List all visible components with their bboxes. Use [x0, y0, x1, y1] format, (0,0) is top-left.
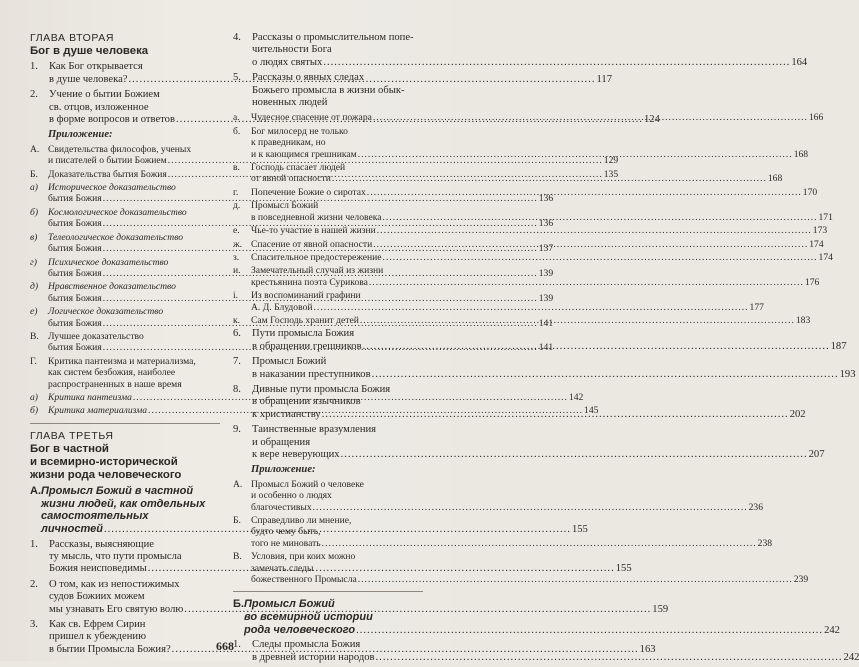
page-ref: 164 [791, 56, 808, 68]
entry-text: Психическое доказательство [48, 256, 169, 268]
page-ref: 170 [802, 186, 818, 198]
entry-text: Учение о бытии Божием [49, 89, 160, 101]
entry-text: Историческое доказательство [48, 182, 176, 194]
page-ref: 137 [538, 243, 554, 255]
page-ref: 155 [571, 523, 588, 535]
entry-number: б) [30, 206, 39, 218]
entry-number: б) [30, 405, 39, 417]
entry-text: божественного Промысла [251, 574, 357, 586]
entry-text: Промысл Божий [252, 356, 327, 368]
toc-subentry[interactable] [233, 478, 764, 513]
entry-number: з. [233, 251, 240, 263]
page-ref: 238 [757, 537, 773, 549]
toc-subentry[interactable] [30, 356, 220, 390]
entry-number: а. [233, 112, 240, 124]
entry-text: к вере неверующих [252, 449, 340, 460]
page-ref: 145 [584, 405, 599, 417]
page-ref: 141 [538, 317, 554, 329]
entry-text: в бытии Промысла Божия? [49, 643, 171, 655]
entry-number: Б. [30, 168, 38, 180]
entry-number: е. [233, 225, 240, 237]
chapter-title-line: жизни рода человеческого [30, 469, 182, 482]
page-ref: 136 [538, 218, 554, 230]
entry-text: Космологическое доказательство [48, 206, 187, 218]
toc-subentry[interactable] [233, 186, 818, 198]
entry-number: 3. [30, 619, 38, 630]
entry-number: 2. [30, 578, 38, 590]
chapter-title: Бог в душе человека [30, 45, 149, 58]
entry-number: Б. [233, 515, 241, 527]
toc-entry[interactable] [233, 72, 423, 109]
entry-text: Божия неисповедимы [49, 563, 147, 575]
entry-text: благочестивых [251, 501, 312, 513]
entry-number: 1. [30, 538, 38, 550]
page-ref: 242 [843, 651, 859, 663]
entry-text: в обращении язычников [252, 396, 361, 408]
page-ref: 139 [538, 292, 554, 304]
entry-number: ж. [233, 238, 243, 250]
page-ref: 242 [824, 624, 840, 636]
entry-text: Бог милосерд не только [251, 125, 348, 137]
entry-number: 5. [233, 72, 241, 84]
section-text: личностей [41, 522, 103, 535]
entry-number: в. [233, 162, 240, 174]
page-ref: 177 [749, 301, 764, 313]
entry-text: св. отцов, изложенное [49, 101, 149, 113]
page-number: 668 [216, 639, 234, 653]
entry-text: в обращении грешников [252, 340, 362, 352]
entry-text: Критика материализма [48, 405, 148, 417]
entry-number: и. [233, 265, 241, 277]
entry-number: Г. [30, 355, 37, 367]
section-text: Промысл Божий [243, 598, 335, 611]
section-letter: Б. [233, 598, 244, 611]
entry-number: 9. [233, 424, 241, 436]
entry-number: в) [30, 231, 38, 243]
entry-text: бытия Божия [48, 317, 102, 329]
entry-text: Сам Господь хранит детей [251, 314, 359, 326]
divider [30, 423, 220, 424]
page-ref: 117 [596, 73, 612, 85]
entry-text: Доказательства бытия Божия [48, 168, 167, 180]
page-ref: 239 [793, 574, 809, 586]
appendix-label: Приложение: [48, 129, 113, 141]
entry-text: бытия Божия [48, 342, 102, 354]
entry-number: 7. [233, 356, 241, 368]
entry-text: в наказании преступников [252, 368, 371, 380]
entry-text: о людях святых [252, 56, 323, 68]
entry-text: Нравственное доказательство [48, 281, 176, 293]
entry-text: Господь спасает людей [251, 162, 346, 174]
entry-text: Свидетельства философов, ученых [48, 143, 192, 155]
entry-number: а) [30, 391, 38, 403]
entry-number: г) [30, 256, 37, 268]
section-text: Промысл Божий в частной [41, 485, 194, 498]
page-ref: 202 [789, 408, 806, 420]
page-ref: 171 [818, 211, 833, 223]
page-ref: 183 [795, 314, 811, 326]
entry-text: Рассказы о промыслительном попе- [252, 32, 414, 43]
entry-text: Чудесное спасение от пожара [251, 112, 372, 124]
entry-text: крестьянина поэта Сурикова [251, 276, 368, 288]
page-ref: 159 [652, 603, 669, 615]
entry-text: судов Божиих можем [49, 591, 145, 603]
entry-text: Критика пантеизма и материализма, [48, 355, 196, 367]
entry-text: Условия, при коих можно [251, 551, 356, 563]
entry-text: Телеологическое доказательство [48, 231, 184, 243]
page-ref: 135 [603, 168, 619, 180]
entry-text: бытия Божия [48, 193, 102, 205]
page-ref: 174 [818, 251, 833, 263]
entry-text: распространенных в наше время [48, 378, 182, 390]
page-ref: 155 [615, 563, 632, 575]
page-ref: 236 [748, 501, 764, 513]
entry-text: Божьего промысла в жизни обык- [252, 84, 405, 96]
entry-text: Попечение Божие о сиротах [251, 186, 366, 198]
page-ref: 207 [808, 449, 825, 460]
entry-text: и писателей о бытии Божием [48, 155, 167, 167]
entry-text: Как св. Ефрем Сирин [49, 619, 146, 630]
entry-text: Промысл Божий о человеке [251, 478, 364, 490]
entry-text: бытия Божия [48, 218, 102, 230]
entry-text: Критика пантеизма [48, 391, 132, 403]
entry-text: в древней истории народов [252, 651, 375, 663]
page-ref: 129 [603, 155, 619, 167]
entry-text: Следы промысла Божия [252, 639, 361, 651]
entry-text: того не миновать [251, 537, 321, 549]
toc-subentry[interactable] [233, 251, 833, 263]
section-text: жизни людей, как отдельных [41, 497, 206, 510]
entry-number: 2. [30, 89, 38, 101]
chapter-label: ГЛАВА ВТОРАЯ [30, 32, 115, 44]
entry-number: 6. [233, 328, 241, 340]
chapter-title-line: и всемирно-исторической [30, 456, 178, 469]
entry-text: к христианству [252, 408, 321, 420]
page-ref: 136 [538, 193, 554, 205]
entry-text: Спасительное предостережение [251, 251, 382, 263]
page-ref: 163 [639, 643, 656, 655]
section-letter: А. [30, 485, 41, 498]
page-ref: 124 [643, 114, 660, 126]
entry-number: 1. [233, 639, 241, 651]
chapter-title [30, 443, 220, 482]
entry-number: д) [30, 281, 39, 293]
section-text: во всемирной истории [243, 611, 373, 624]
entry-text: мы узнавать Его святую волю [49, 603, 184, 615]
toc-entry[interactable] [233, 356, 856, 381]
entry-text: и к кающимся грешникам [251, 148, 357, 160]
entry-text: Спасение от явной опасности [251, 238, 373, 250]
entry-text: Рассказы, выясняющие [49, 538, 154, 550]
entry-text: в душе человека? [49, 73, 128, 85]
entry-number: д. [233, 200, 241, 212]
toc-entry[interactable] [233, 32, 808, 69]
entry-number: 1. [30, 61, 38, 73]
entry-text: будто чему быть, [251, 526, 321, 538]
entry-text: пришел к убеждению [49, 631, 146, 643]
entry-text: ту мысль, что пути промысла [49, 550, 182, 562]
entry-number: б. [233, 125, 241, 137]
entry-number: к. [233, 314, 241, 326]
entry-text: О том, как из непостижимых [49, 578, 180, 590]
entry-text: новенных людей [252, 97, 328, 109]
entry-number: 4. [233, 32, 241, 43]
entry-text: Логическое доказательство [48, 306, 164, 318]
entry-text: Промысл Божий [251, 200, 319, 212]
toc-subentry[interactable] [233, 125, 809, 160]
entry-text: Чье-то участие в нашей жизни [251, 225, 376, 237]
entry-number: 8. [233, 383, 241, 395]
entry-text: к праведникам, но [251, 137, 326, 149]
toc-subentry[interactable] [233, 225, 828, 237]
entry-text: бытия Божия [48, 243, 102, 255]
section-text: рода человеческого [243, 623, 356, 636]
page-ref: 176 [804, 276, 820, 288]
entry-number: В. [233, 551, 242, 563]
entry-text: Таинственные вразумления [252, 424, 377, 436]
page-ref: 168 [767, 173, 783, 185]
chapter-title-line: Бог в частной [30, 443, 109, 456]
page-ref: 168 [793, 148, 809, 160]
entry-text: и особенно о людях [251, 490, 332, 502]
chapter-label: ГЛАВА ТРЕТЬЯ [30, 429, 114, 442]
page-ref: 174 [809, 238, 824, 250]
entry-text: Замечательный случай из жизни [251, 265, 384, 277]
entry-text: Как Бог открывается [49, 61, 143, 73]
entry-text: Дивные пути промысла Божия [252, 383, 391, 395]
entry-text: Пути промысла Божия [252, 328, 355, 340]
entry-text: бытия Божия [48, 267, 102, 279]
entry-number: а) [30, 182, 38, 194]
entry-text: А. Д. Блудовой [251, 301, 313, 313]
page-ref: 166 [808, 112, 824, 124]
entry-number: е) [30, 306, 38, 318]
entry-text: в повседневной жизни человека [251, 211, 382, 223]
page-ref: 142 [568, 391, 584, 403]
page-ref: 139 [538, 267, 554, 279]
entry-text: бытия Божия [48, 292, 102, 304]
entry-number: А. [233, 478, 243, 490]
entry-text: от явной опасности [251, 173, 331, 185]
page-ref: 193 [839, 368, 856, 380]
entry-number: В. [30, 330, 39, 342]
entry-number: А. [30, 143, 40, 155]
toc-entry[interactable] [233, 424, 825, 461]
toc-subentry[interactable] [233, 200, 833, 223]
page-ref: 187 [830, 340, 847, 352]
entry-text: в форме вопросов и ответов [49, 114, 175, 126]
divider [233, 591, 423, 592]
page-ref: 141 [538, 342, 554, 354]
entry-number: i. [233, 290, 239, 302]
entry-text: замечать следы [251, 562, 314, 574]
section-text: самостоятельных [41, 510, 149, 523]
entry-text: Рассказы о явных следах [252, 72, 365, 84]
appendix-label: Приложение: [251, 464, 316, 476]
entry-text: как систем безбожия, наиболее [48, 367, 176, 379]
entry-text: Справедливо ли мнение, [251, 515, 352, 527]
entry-text: Из воспоминаний графини [251, 290, 361, 302]
page-ref: 173 [812, 225, 828, 237]
entry-text: и обращения [252, 436, 311, 448]
entry-number: г. [233, 186, 239, 198]
entry-text: Лучшее доказательство [48, 330, 144, 342]
entry-text: чительности Бога [252, 44, 332, 56]
